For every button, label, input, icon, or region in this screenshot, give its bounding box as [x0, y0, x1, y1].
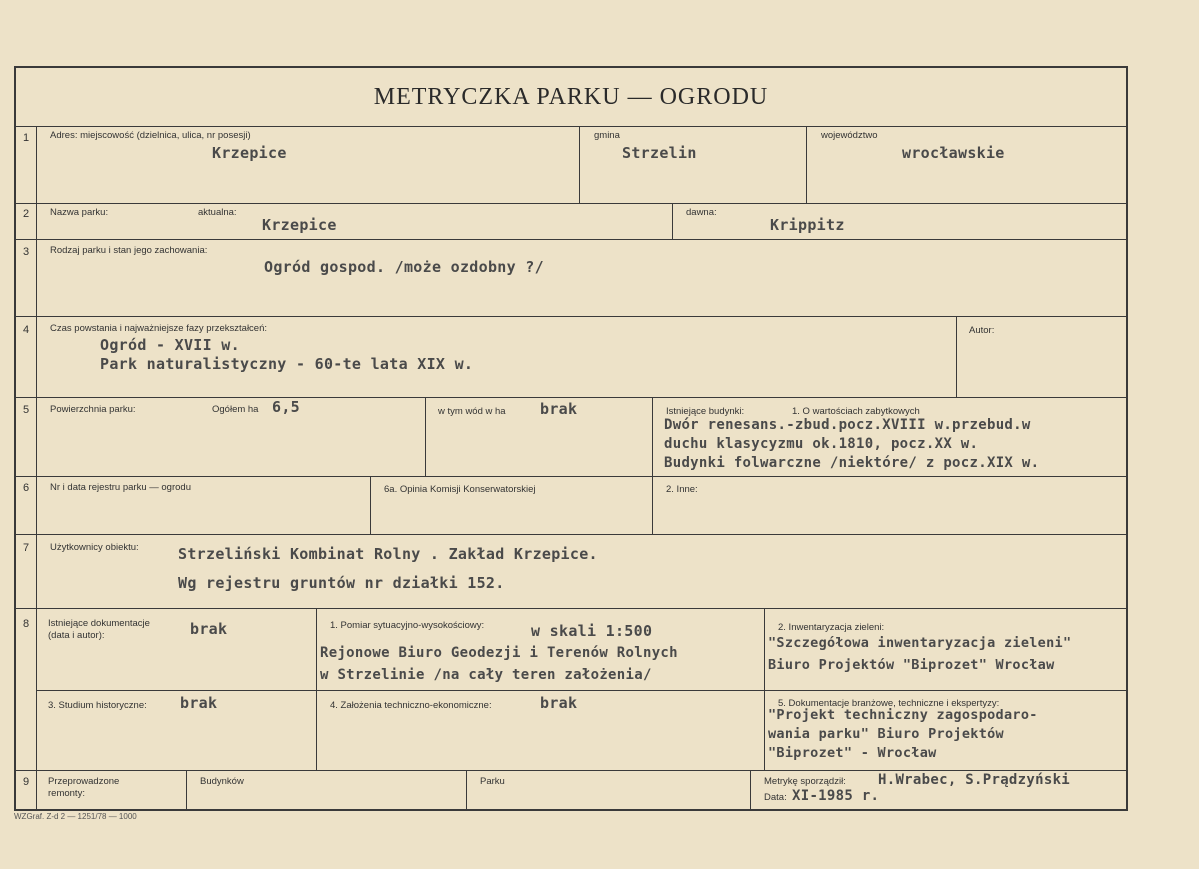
former-name-label: dawna:: [686, 207, 717, 218]
divider: [316, 608, 317, 770]
divider: [186, 770, 187, 809]
divider: [16, 316, 1126, 317]
divider: [579, 126, 580, 203]
renovations-sublabel: remonty:: [48, 788, 85, 799]
expertise-value: [768, 706, 1038, 763]
divider: [425, 397, 426, 476]
buildings-renovation-label: Budynków: [200, 776, 244, 787]
tech-economic-label: 4. Założenia techniczno-ekonomiczne:: [330, 700, 492, 711]
date-value: XI-1985 r.: [792, 788, 880, 804]
expertise-line: wania parku" Biuro Projektów: [768, 726, 1004, 742]
park-name-label: Nazwa parku:: [50, 207, 109, 218]
divider: [36, 690, 1126, 691]
historical-study-label: 3. Studium historyczne:: [48, 700, 147, 711]
commission-opinion-label: 6a. Opinia Komisji Konserwatorskiej: [384, 484, 536, 495]
survey-line: Rejonowe Biuro Geodezji i Terenów Rolnych: [320, 645, 678, 661]
water-area-value: brak: [540, 400, 578, 418]
address-label: Adres: miejscowość (dzielnica, ulica, nr posesji): [50, 130, 251, 141]
park-type-label: Rodzaj parku i stan jego zachowania:: [50, 245, 208, 256]
divider: [672, 203, 673, 239]
divider: [652, 476, 653, 534]
tech-economic-value: brak: [540, 694, 578, 712]
expertise-label: 5. Dokumentacje branżowe, techniczne i ekspertyzy:: [778, 698, 1000, 709]
total-area-label: Ogółem ha: [212, 404, 259, 415]
divider: [16, 476, 1126, 477]
buildings-sublabel: 1. O wartościach zabytkowych: [792, 406, 920, 417]
divider: [806, 126, 807, 203]
park-record-card: [14, 66, 1128, 811]
divider: [750, 770, 751, 809]
buildings-line: Dwór renesans.-zbud.pocz.XVIII w.przebud.w: [664, 417, 1031, 433]
expertise-line: "Projekt techniczny zagospodaro-: [768, 707, 1038, 723]
expertise-line: "Biprozet" - Wrocław: [768, 745, 937, 761]
divider: [652, 397, 653, 476]
date-label: Data:: [764, 792, 787, 803]
number-column-divider: [36, 126, 37, 809]
users-value: [178, 540, 598, 598]
buildings-line: Budynki folwarczne /niektóre/ z pocz.XIX w.: [664, 455, 1040, 471]
water-area-label: w tym wód w ha: [438, 406, 506, 417]
divider: [16, 239, 1126, 240]
divider: [16, 534, 1126, 535]
current-name-value: Krzepice: [262, 216, 337, 234]
divider: [764, 608, 765, 770]
historical-study-value: brak: [180, 694, 218, 712]
divider: [16, 203, 1126, 204]
divider: [956, 316, 957, 397]
survey-label: 1. Pomiar sytuacyjno-wysokościowy:: [330, 620, 485, 631]
park-type-value: Ogród gospod. /może ozdobny ?/: [264, 258, 544, 276]
users-label: Użytkownicy obiektu:: [50, 542, 139, 553]
divider: [16, 397, 1126, 398]
row-number: 3: [22, 246, 30, 258]
divider: [16, 608, 1126, 609]
register-label: Nr i data rejestru parku — ogrodu: [50, 482, 191, 493]
current-name-label: aktualna:: [198, 207, 237, 218]
divider: [16, 770, 1126, 771]
users-line: Strzeliński Kombinat Rolny . Zakład Krzepice.: [178, 545, 598, 563]
users-line: Wg rejestru gruntów nr działki 152.: [178, 574, 505, 592]
row-number: 6: [22, 482, 30, 494]
buildings-label: Istniejące budynki:: [666, 406, 745, 417]
row-number: 9: [22, 776, 30, 788]
greenery-inventory-label: 2. Inwentaryzacja zieleni:: [778, 622, 885, 633]
documentation-sublabel: (data i autor):: [48, 630, 105, 641]
park-renovation-label: Parku: [480, 776, 505, 787]
renovations-label: Przeprowadzone: [48, 776, 120, 787]
gmina-label: gmina: [594, 130, 620, 141]
compiled-by-value: H.Wrabec, S.Prądzyński: [878, 772, 1071, 788]
voivodeship-value: wrocławskie: [902, 144, 1005, 162]
voivodeship-label: województwo: [821, 130, 878, 141]
survey-value: [320, 642, 678, 686]
row-number: 5: [22, 404, 30, 416]
documentation-label: Istniejące dokumentacje: [48, 618, 150, 629]
inventory-line: Biuro Projektów "Biprozet" Wrocław: [768, 657, 1055, 673]
buildings-line: duchu klasycyzmu ok.1810, pocz.XX w.: [664, 436, 979, 452]
history-phase-line: Park naturalistyczny - 60-te lata XIX w.: [100, 355, 474, 373]
former-name-value: Krippitz: [770, 216, 845, 234]
author-label: Autor:: [969, 325, 995, 336]
history-phases-value: [100, 336, 473, 374]
divider: [370, 476, 371, 534]
survey-line: w Strzelinie /na cały teren założenia/: [320, 667, 652, 683]
documentation-value: brak: [190, 620, 228, 638]
park-area-label: Powierzchnia parku:: [50, 404, 136, 415]
history-phases-label: Czas powstania i najważniejsze fazy przekształceń:: [50, 323, 268, 334]
buildings-value: [664, 416, 1039, 473]
survey-scale-value: w skali 1:500: [531, 622, 653, 640]
greenery-inventory-value: [768, 632, 1071, 676]
row-number: 1: [22, 132, 30, 144]
other-label: 2. Inne:: [666, 484, 698, 495]
gmina-value: Strzelin: [622, 144, 697, 162]
inventory-line: "Szczegółowa inwentaryzacja zieleni": [768, 635, 1072, 651]
print-footer: WZGraf. Z-d 2 — 1251/78 — 1000: [14, 812, 137, 821]
row-number: 2: [22, 208, 30, 220]
history-phase-line: Ogród - XVII w.: [100, 336, 240, 354]
total-area-value: 6,5: [272, 398, 300, 416]
row-number: 7: [22, 542, 30, 554]
compiled-by-label: Metrykę sporządził:: [764, 776, 846, 787]
divider: [466, 770, 467, 809]
card-title: METRYCZKA PARKU — OGRODU: [16, 68, 1126, 127]
row-number: 8: [22, 618, 30, 630]
row-number: 4: [22, 324, 30, 336]
address-value: Krzepice: [212, 144, 287, 162]
